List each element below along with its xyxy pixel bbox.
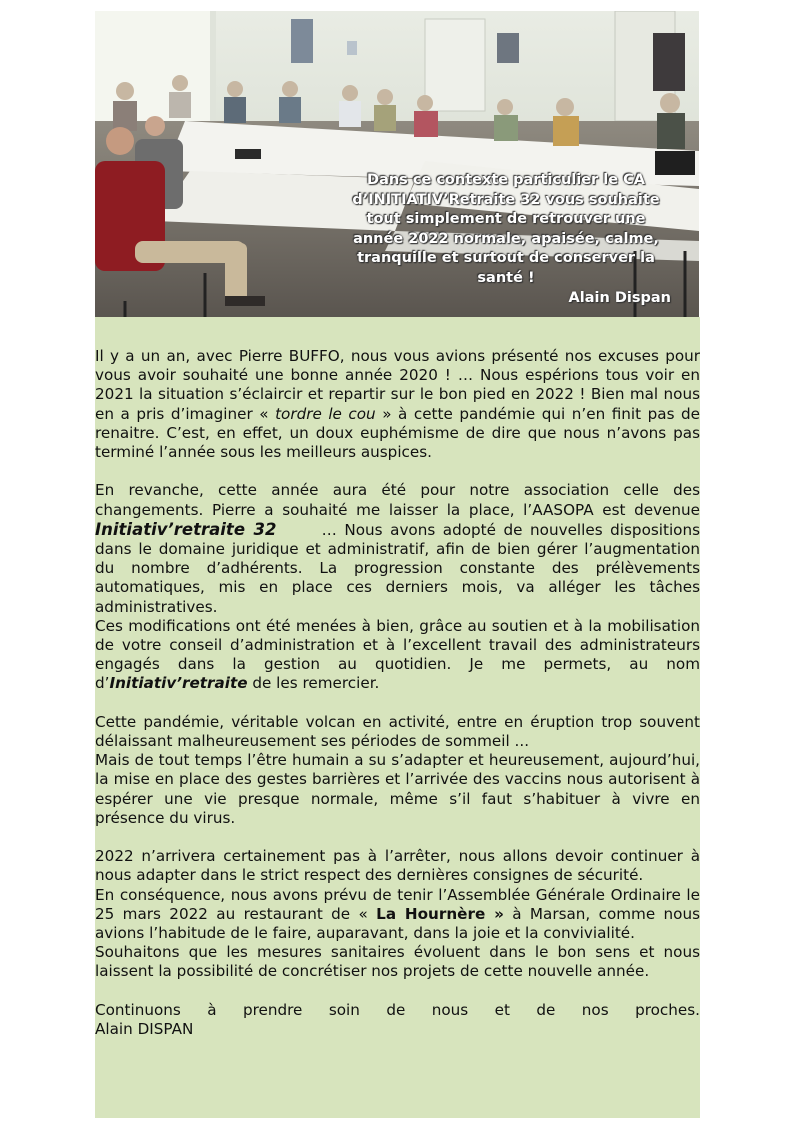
letter-body <box>95 347 705 1058</box>
photo-signature: Alain Dispan <box>568 290 671 306</box>
paragraph-5: Mais de tout temps l’être humain a su s’adapter et heureusement, aujourd’hui, la mise en place des gestes barrières et l’arrivée des vaccins nous autorisent à espérer une vie presque normale, même s’il faut s’habituer à vivre en présence du virus. <box>95 751 700 827</box>
paragraph-2-text-b: … Nous avons adopté de nouvelles dispositions dans le domaine juridique et administratif, afin de bien gérer l’augmentation du nombre d’adhérents. La progression constante des prélèvements automatiques, mis en place ces derniers mois, va alléger les tâches administratives. <box>95 520 705 616</box>
paragraph-7-text-b: à Marsan, comme nous avions l’habitude de le faire, auparavant, dans la joie et la convivialité. <box>95 904 700 943</box>
paragraph-3 <box>95 617 700 694</box>
paragraph-7-text-a: En conséquence, nous avons prévu de tenir l’Assemblée Générale Ordinaire le 25 mars 2022 au restaurant de « <box>95 885 700 923</box>
paragraph-4: Cette pandémie, véritable volcan en activité, entre en éruption trop souvent délaissant malheureusement ses périodes de sommeil ... <box>95 712 700 751</box>
paragraph-1-text-b: » à cette pandémie qui n’en finit pas de renaitre. C’est, en effet, un doux euphémisme de dire que nous n’avons pas terminé l’année sous les meilleurs auspices. <box>95 404 700 462</box>
paragraph-2 <box>95 481 705 616</box>
letter-signature: Alain DISPAN <box>95 1020 194 1039</box>
letter-panel <box>95 317 705 1118</box>
paragraph-3-text-a: Ces modifications ont été menées à bien, grâce au soutien et à la mobilisation de votre conseil d’administration et à l’excellent travail des administrateurs engagés dans la gestion au quotidien. Je me permets, au nom d’ <box>95 616 700 693</box>
paragraph-8: Souhaitons que les mesures sanitaires évoluent dans le bon sens et nous laissent la possibilité de concrétiser nos projets de cette nouvelle année. <box>95 943 700 981</box>
paragraph-6: 2022 n’arrivera certainement pas à l’arrêter, nous allons devoir continuer à nous adapter dans le strict respect des dernières consignes de sécurité. <box>95 847 700 885</box>
closing-line: Continuons à prendre soin de nous et de nos proches. <box>95 1000 700 1019</box>
photo-caption: Dans ce contexte particulier le CA d’INITIATIV’Retraite 32 vous souhaite tout simplement de retrouver une année 2022 normale, apaisée, calme, tranquille et surtout de conserver la santé ! <box>352 172 660 286</box>
paragraph-7-restaurant: La Hournère » <box>376 904 504 923</box>
paragraph-7 <box>95 886 700 944</box>
paragraph-1-italic: tordre le cou <box>275 404 376 423</box>
meeting-photo <box>95 11 699 317</box>
paragraph-1-text-a: Il y a un an, avec Pierre BUFFO, nous vous avions présenté nos excuses pour vous avoir souhaité une bonne année 2020 ! … Nous espérions tous voir en 2021 la situation s’éclaircir et repartir sur le bon pied en 2022 ! Bien mal nous en a pris d’imaginer « <box>95 347 700 423</box>
paragraph-1 <box>95 347 700 462</box>
paragraph-3-text-b: de les remercier. <box>247 674 380 693</box>
paragraph-2-text-a: En revanche, cette année aura été pour notre association celle des changements. Pierre a souhaité me laisser la place, l’AASOPA est devenue <box>95 481 700 519</box>
paragraph-2-brand: Initiativ’retraite 32 <box>95 519 277 539</box>
paragraph-3-brand: Initiativ’retraite <box>109 674 248 693</box>
